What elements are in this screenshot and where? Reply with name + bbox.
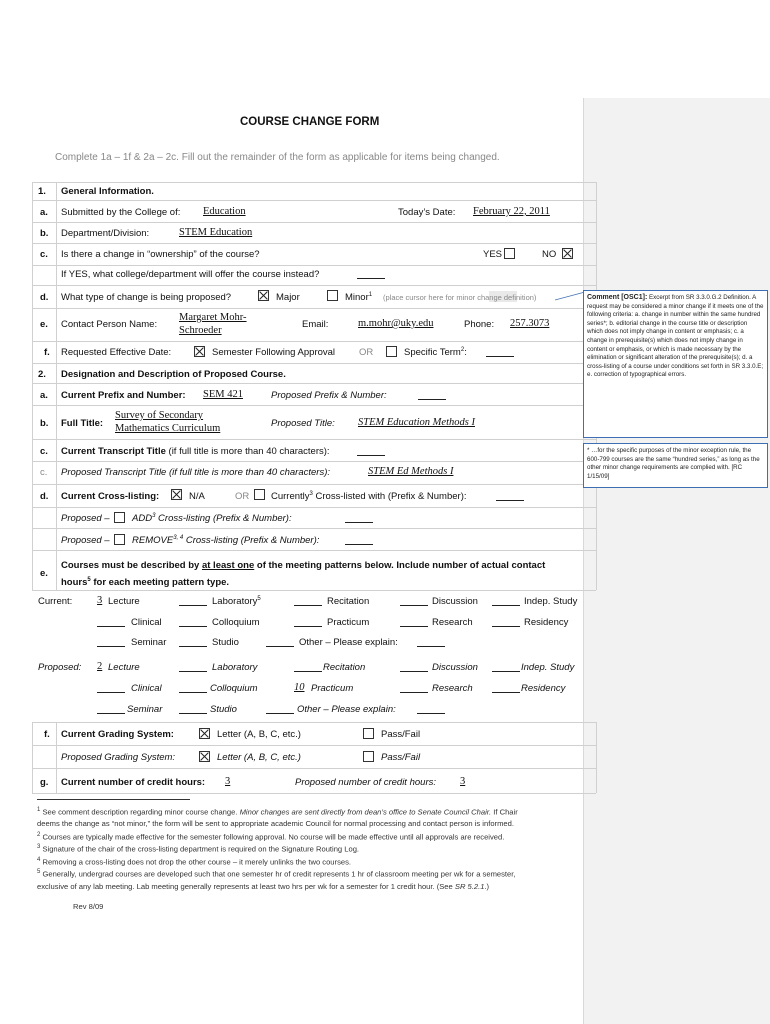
- proposed-practicum-field[interactable]: 10: [294, 682, 305, 693]
- effective-or-label: OR: [359, 347, 374, 358]
- section-1-number: 1.: [38, 186, 46, 197]
- proposed-other-explain-field[interactable]: [417, 705, 445, 714]
- current-pass-fail-checkbox[interactable]: [363, 728, 374, 739]
- comment-osc1-note[interactable]: * …for the specific purposes of the minor exception rule, the 600-799 courses are the same “hundred series,” as long as the other minor change requirements are complied with. [RC 1/15/09]: [583, 443, 768, 488]
- phone-label: Phone:: [464, 319, 495, 330]
- current-letter-grade-checkbox[interactable]: [199, 728, 210, 739]
- current-clinical-field[interactable]: [97, 618, 125, 627]
- current-clinical-label: Clinical: [131, 617, 162, 628]
- cross-listing-label: Current Cross-listing:: [61, 491, 160, 502]
- remove-cross-listing-field[interactable]: [345, 536, 373, 545]
- semester-following-checkbox[interactable]: [194, 346, 205, 357]
- comment-pane: [583, 98, 770, 1024]
- proposed-indep-study-field[interactable]: [492, 663, 520, 672]
- proposed-seminar-field[interactable]: [97, 705, 125, 714]
- current-research-field[interactable]: [400, 618, 428, 627]
- proposed-patterns-label: Proposed:: [38, 662, 82, 673]
- date-field[interactable]: February 22, 2011: [473, 206, 550, 217]
- current-seminar-field[interactable]: [97, 638, 125, 647]
- proposed-studio-label: Studio: [210, 704, 237, 715]
- remove-cross-listing-label: REMOVE$^{3, 4}$ Cross-listing (Prefix & Number):: [132, 535, 320, 547]
- current-studio-field[interactable]: [179, 638, 207, 647]
- proposed-residency-field[interactable]: [492, 684, 520, 693]
- change-type-label: What type of change is being proposed?: [61, 292, 232, 303]
- proposed-discussion-field[interactable]: [400, 663, 428, 672]
- proposed-colloquium-field[interactable]: [179, 684, 207, 693]
- department-label: Department/Division:: [61, 228, 150, 239]
- proposed-grading-label: Proposed Grading System:: [61, 752, 176, 763]
- section-1-heading: General Information.: [61, 186, 154, 197]
- current-research-label: Research: [432, 617, 473, 628]
- current-grading-label: Current Grading System:: [61, 729, 174, 740]
- proposed-clinical-field[interactable]: [97, 684, 125, 693]
- currently-cross-listed-checkbox[interactable]: [254, 489, 265, 500]
- current-pass-fail-label: Pass/Fail: [381, 729, 421, 740]
- proposed-pass-fail-label: Pass/Fail: [381, 752, 421, 763]
- major-label: Major: [276, 292, 300, 303]
- form-intro: Complete 1a – 1f & 2a – 2c. Fill out the remainder of the form as applicable for items being changed.: [55, 152, 500, 163]
- current-residency-label: Residency: [524, 617, 569, 628]
- proposed-indep-study-label: Indep. Study: [521, 662, 575, 673]
- current-colloquium-field[interactable]: [179, 618, 207, 627]
- proposed-residency-label: Residency: [521, 683, 566, 694]
- current-recitation-label: Recitation: [327, 596, 370, 607]
- email-label: Email:: [302, 319, 329, 330]
- minor-definition-hint[interactable]: (place cursor here for minor change definition): [383, 293, 537, 302]
- footnote-separator: [37, 799, 190, 800]
- proposed-credit-hours-label: Proposed number of credit hours:: [295, 777, 436, 788]
- proposed-title-field[interactable]: STEM Education Methods I: [358, 417, 475, 428]
- section-2-heading: Designation and Description of Proposed Course.: [61, 369, 286, 380]
- add-cross-listing-prefix: Proposed –: [61, 513, 110, 524]
- credit-hours-label: Current number of credit hours:: [61, 777, 206, 788]
- proposed-pass-fail-checkbox[interactable]: [363, 751, 374, 762]
- current-practicum-label: Practicum: [327, 617, 370, 628]
- cross-listing-na-label: N/A: [189, 491, 205, 502]
- meeting-patterns-instructions: Courses must be described by at least one of the meeting patterns below. Include number of actual contact hours$^5$ for each meeting pattern type.: [61, 560, 546, 589]
- current-prefix-label: Current Prefix and Number:: [61, 390, 186, 401]
- contact-name-label: Contact Person Name:: [61, 319, 158, 330]
- full-title-field[interactable]: Survey of Secondary Mathematics Curriculum: [115, 410, 221, 434]
- current-other-label: Other – Please explain:: [299, 637, 398, 648]
- contact-name-field[interactable]: Margaret Mohr- Schroeder: [179, 312, 247, 336]
- proposed-discussion-label: Discussion: [432, 662, 478, 673]
- proposed-practicum-label: Practicum: [311, 683, 354, 694]
- proposed-studio-field[interactable]: [179, 705, 207, 714]
- current-transcript-title-field[interactable]: [357, 447, 385, 456]
- department-field[interactable]: STEM Education: [179, 227, 253, 238]
- no-label: NO: [542, 249, 557, 260]
- proposed-recitation-label: Recitation: [323, 662, 366, 673]
- yes-label: YES: [483, 249, 503, 260]
- current-discussion-field[interactable]: [400, 597, 428, 606]
- current-lecture-field[interactable]: 3: [97, 595, 103, 606]
- proposed-letter-grade-checkbox[interactable]: [199, 751, 210, 762]
- add-cross-listing-field[interactable]: [345, 514, 373, 523]
- ownership-label: Is there a change in “ownership” of the course?: [61, 249, 260, 260]
- current-studio-label: Studio: [212, 637, 239, 648]
- email-field[interactable]: m.mohr@uky.edu: [358, 318, 434, 329]
- current-practicum-field[interactable]: [294, 618, 322, 627]
- current-seminar-label: Seminar: [131, 637, 167, 648]
- proposed-seminar-label: Seminar: [127, 704, 163, 715]
- currently-cross-listed-label: Currently$^3$ Cross-listed with (Prefix & Number):: [271, 491, 467, 503]
- add-cross-listing-label: ADD$^3$ Cross-listing (Prefix & Number):: [132, 513, 292, 525]
- major-checkbox[interactable]: [258, 290, 269, 301]
- proposed-transcript-title-label: Proposed Transcript Title (if full title is more than 40 characters):: [61, 467, 331, 478]
- current-lecture-label: Lecture: [108, 596, 140, 607]
- minor-label: Minor$^1$: [345, 292, 373, 304]
- current-prefix-field[interactable]: SEM 421: [203, 389, 243, 400]
- effective-date-label: Requested Effective Date:: [61, 347, 172, 358]
- proposed-prefix-label: Proposed Prefix & Number:: [271, 390, 387, 401]
- proposed-lecture-label: Lecture: [108, 662, 140, 673]
- cross-listing-or-label: OR: [235, 491, 250, 502]
- proposed-lecture-field[interactable]: 2: [97, 661, 103, 672]
- current-discussion-label: Discussion: [432, 596, 478, 607]
- new-owner-field[interactable]: [357, 270, 385, 279]
- current-recitation-field[interactable]: [294, 597, 322, 606]
- proposed-other-field[interactable]: [266, 705, 294, 714]
- proposed-transcript-title-field[interactable]: STEM Ed Methods I: [368, 466, 454, 477]
- no-checkbox[interactable]: [562, 248, 573, 259]
- current-indep-study-label: Indep. Study: [524, 596, 578, 607]
- full-title-label: Full Title:: [61, 418, 104, 429]
- current-colloquium-label: Colloquium: [212, 617, 260, 628]
- current-laboratory-label: Laboratory$^5$: [212, 596, 261, 608]
- date-label: Today’s Date:: [398, 207, 456, 218]
- proposed-clinical-label: Clinical: [131, 683, 162, 694]
- yes-checkbox[interactable]: [504, 248, 515, 259]
- phone-field[interactable]: 257.3073: [510, 318, 550, 329]
- ownership-if-yes-label: If YES, what college/department will offer the course instead?: [61, 269, 320, 280]
- current-indep-study-field[interactable]: [492, 597, 520, 606]
- proposed-laboratory-field[interactable]: [179, 663, 207, 672]
- comment-osc1[interactable]: Comment [OSC1]: Excerpt from SR 3.3.0.G.2 Definition. A request may be considered a minor change if it meets one of the following criteria: a. change in number within the same hundred series*; b. editorial change in the course title or description which does not imply change in content or emphasis; c. a change in prerequisite(s) which does not imply change in content or emphasis, or which is made necessary by the elimination or significant alteration of the prerequisite(s); d. a cross-listing of a course under conditions set forth in SR 3.3.0.E; e. correction of typographical errors.: [583, 290, 768, 438]
- current-residency-field[interactable]: [492, 618, 520, 627]
- section-2-number: 2.: [38, 369, 46, 380]
- current-letter-grade-label: Letter (A, B, C, etc.): [217, 729, 301, 740]
- college-field[interactable]: Education: [203, 206, 246, 217]
- current-transcript-title-label: Current Transcript Title (if full title is more than 40 characters):: [61, 446, 330, 457]
- remove-cross-listing-prefix: Proposed –: [61, 535, 110, 546]
- proposed-other-label: Other – Please explain:: [297, 704, 396, 715]
- proposed-title-label: Proposed Title:: [271, 418, 335, 429]
- current-other-field[interactable]: [266, 638, 294, 647]
- specific-term-label: Specific Term$^2$:: [404, 347, 467, 359]
- credit-hours-field[interactable]: 3: [225, 776, 231, 787]
- current-patterns-label: Current:: [38, 596, 73, 607]
- proposed-prefix-field[interactable]: [418, 391, 446, 400]
- proposed-credit-hours-field[interactable]: 3: [460, 776, 466, 787]
- current-laboratory-field[interactable]: [179, 597, 207, 606]
- revision-label: Rev 8/09: [73, 902, 104, 911]
- remove-cross-listing-checkbox[interactable]: [114, 534, 125, 545]
- proposed-letter-grade-label: Letter (A, B, C, etc.): [217, 752, 301, 763]
- add-cross-listing-checkbox[interactable]: [114, 512, 125, 523]
- minor-checkbox[interactable]: [327, 290, 338, 301]
- college-label: Submitted by the College of:: [61, 207, 181, 218]
- cross-listing-na-checkbox[interactable]: [171, 489, 182, 500]
- semester-following-label: Semester Following Approval: [212, 347, 336, 358]
- proposed-colloquium-label: Colloquium: [210, 683, 258, 694]
- proposed-recitation-field[interactable]: [294, 663, 322, 672]
- proposed-research-label: Research: [432, 683, 473, 694]
- specific-term-checkbox[interactable]: [386, 346, 397, 357]
- current-other-explain-field[interactable]: [417, 638, 445, 647]
- footnotes: $^1$ See comment description regarding minor course change. Minor changes are sent directly from dean’s office to Senate Council Chair. If Chair deems the change as “not minor,” the form will be sent to appropriate academic Council for normal processing and contact person is informed. $^2$ Courses are typically made effective for the semester following approval. No course will be made effective until all approvals are received. $^3$ Signature of the chair of the cross-listing department is required on the Signature Routing Log. $^4$ Removing a cross-listing does not drop the other course – it merely unlinks the two courses. $^5$ Generally, undergrad courses are developed such that one semester hr of credit represents 1 hr of classroom meeting per wk for a semester, exclusive of any lab meeting. Lab meeting generally represents at least two hrs per wk for a semester for 1 credit hour. (See SR 5.2.1.): [37, 807, 518, 891]
- proposed-research-field[interactable]: [400, 684, 428, 693]
- proposed-laboratory-label: Laboratory: [212, 662, 258, 673]
- form-title: COURSE CHANGE FORM: [240, 116, 380, 128]
- currently-cross-listed-field[interactable]: [496, 492, 524, 501]
- specific-term-field[interactable]: [486, 348, 514, 357]
